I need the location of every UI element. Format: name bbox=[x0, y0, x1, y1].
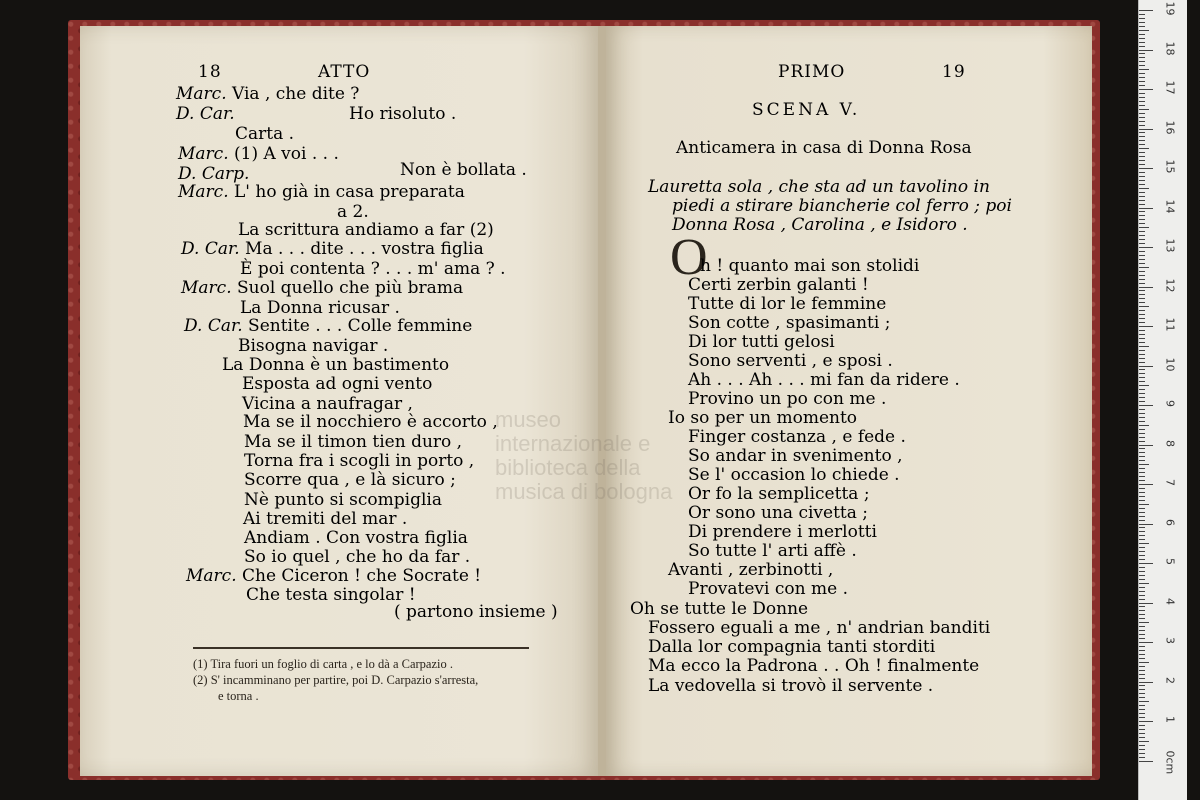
ruler-minor-tick bbox=[1139, 614, 1145, 615]
right-page-verse-line: So tutte l' arti affè . bbox=[688, 541, 857, 561]
left-page-verse-line: La Donna ricusar . bbox=[240, 298, 400, 318]
ruler-major-tick bbox=[1139, 524, 1153, 525]
ruler-major-tick bbox=[1139, 682, 1153, 683]
ruler-minor-tick bbox=[1139, 73, 1145, 74]
ruler-minor-tick bbox=[1139, 263, 1145, 264]
stage-direction-3: Donna Rosa , Carolina , e Isidoro . bbox=[672, 215, 968, 235]
ruler-minor-tick bbox=[1139, 219, 1145, 220]
right-running-head: PRIMO bbox=[778, 62, 846, 82]
ruler-major-tick bbox=[1139, 721, 1153, 722]
ruler-minor-tick bbox=[1139, 634, 1145, 635]
ruler-minor-tick bbox=[1139, 290, 1145, 291]
ruler-minor-tick bbox=[1139, 346, 1149, 347]
scene-setting: Anticamera in casa di Donna Rosa bbox=[676, 138, 972, 158]
right-page-verse-line: Ah . . . Ah . . . mi fan da ridere . bbox=[688, 370, 960, 390]
ruler-minor-tick bbox=[1139, 429, 1145, 430]
ruler-minor-tick bbox=[1139, 531, 1145, 532]
right-page-verse-line: Oh se tutte le Donne bbox=[630, 599, 809, 619]
ruler-number: 2 bbox=[1163, 676, 1177, 684]
ruler-minor-tick bbox=[1139, 626, 1145, 627]
ruler-minor-tick bbox=[1139, 204, 1145, 205]
ruler-minor-tick bbox=[1139, 125, 1145, 126]
ruler-minor-tick bbox=[1139, 488, 1145, 489]
left-page-verse-line: Torna fra i scogli in porto , bbox=[244, 451, 475, 471]
left-page-verse-line: Andiam . Con vostra figlia bbox=[244, 528, 468, 548]
ruler-minor-tick bbox=[1139, 46, 1145, 47]
left-page-verse-line: La scrittura andiamo a far (2) bbox=[238, 220, 494, 240]
ruler-minor-tick bbox=[1139, 618, 1145, 619]
ruler-minor-tick bbox=[1139, 358, 1145, 359]
ruler-minor-tick bbox=[1139, 437, 1145, 438]
right-page-verse-line: So andar in svenimento , bbox=[688, 446, 903, 466]
ruler-minor-tick bbox=[1139, 610, 1145, 611]
ruler-minor-tick bbox=[1139, 136, 1145, 137]
ruler-minor-tick bbox=[1139, 164, 1145, 165]
right-page-number: 19 bbox=[942, 62, 966, 82]
ruler-minor-tick bbox=[1139, 101, 1145, 102]
left-page-verse-line: So io quel , che ho da far . bbox=[244, 547, 471, 567]
ruler-minor-tick bbox=[1139, 38, 1145, 39]
left-page-verse-line: Marc. Suol quello che più brama bbox=[181, 278, 464, 298]
ruler-minor-tick bbox=[1139, 322, 1145, 323]
ruler-minor-tick bbox=[1139, 69, 1149, 70]
ruler-minor-tick bbox=[1139, 227, 1149, 228]
ruler-minor-tick bbox=[1139, 571, 1145, 572]
ruler-minor-tick bbox=[1139, 184, 1145, 185]
left-page-verse-line: D. Car. bbox=[176, 104, 235, 124]
ruler-minor-tick bbox=[1139, 650, 1145, 651]
ruler-minor-tick bbox=[1139, 697, 1145, 698]
ruler-minor-tick bbox=[1139, 188, 1149, 189]
ruler-minor-tick bbox=[1139, 172, 1145, 173]
ruler-major-tick bbox=[1139, 405, 1153, 406]
ruler-minor-tick bbox=[1139, 547, 1145, 548]
left-page-verse-line: Vicina a naufragar , bbox=[242, 394, 413, 414]
ruler-minor-tick bbox=[1139, 200, 1145, 201]
ruler-minor-tick bbox=[1139, 460, 1145, 461]
ruler-minor-tick bbox=[1139, 757, 1145, 758]
right-page-verse-line: Certi zerbin galanti ! bbox=[688, 275, 869, 295]
ruler-minor-tick bbox=[1139, 121, 1145, 122]
right-page-verse-line: Di lor tutti gelosi bbox=[688, 332, 835, 352]
ruler-number: 4 bbox=[1163, 597, 1177, 605]
ruler-minor-tick bbox=[1139, 433, 1145, 434]
ruler-minor-tick bbox=[1139, 575, 1145, 576]
ruler-number: 15 bbox=[1163, 159, 1177, 174]
ruler-number: 6 bbox=[1163, 518, 1177, 526]
left-page-verse-line: Nè punto si scompiglia bbox=[244, 490, 442, 510]
right-page-verse-line: Tutte di lor le femmine bbox=[688, 294, 887, 314]
scene-title: SCENA V. bbox=[752, 100, 861, 120]
ruler-major-tick bbox=[1139, 10, 1153, 11]
ruler-minor-tick bbox=[1139, 113, 1145, 114]
ruler-minor-tick bbox=[1139, 271, 1145, 272]
ruler-number: 17 bbox=[1163, 80, 1177, 95]
right-page-verse-line: h ! quanto mai son stolidi bbox=[700, 256, 920, 276]
ruler-major-tick bbox=[1139, 326, 1153, 327]
ruler-minor-tick bbox=[1139, 152, 1145, 153]
ruler-minor-tick bbox=[1139, 741, 1149, 742]
ruler-minor-tick bbox=[1139, 622, 1149, 623]
ruler-minor-tick bbox=[1139, 658, 1145, 659]
ruler-minor-tick bbox=[1139, 298, 1145, 299]
ruler-minor-tick bbox=[1139, 476, 1145, 477]
ruler-minor-tick bbox=[1139, 196, 1145, 197]
ruler-minor-tick bbox=[1139, 235, 1145, 236]
ruler-minor-tick bbox=[1139, 148, 1149, 149]
ruler-number: 12 bbox=[1163, 278, 1177, 292]
ruler-major-tick bbox=[1139, 642, 1153, 643]
footnote-3: e torna . bbox=[218, 689, 259, 703]
left-page-verse-line: D. Car. Ma . . . dite . . . vostra figlia bbox=[181, 239, 484, 259]
ruler-minor-tick bbox=[1139, 508, 1145, 509]
ruler-minor-tick bbox=[1139, 579, 1145, 580]
library-watermark: museo internazionale e biblioteca della musica di bologna bbox=[495, 407, 673, 504]
ruler-minor-tick bbox=[1139, 685, 1145, 686]
right-page-verse-line: Sono serventi , e sposi . bbox=[688, 351, 893, 371]
ruler-minor-tick bbox=[1139, 342, 1145, 343]
ruler-minor-tick bbox=[1139, 239, 1145, 240]
ruler-minor-tick bbox=[1139, 583, 1149, 584]
right-page-verse-line: Son cotte , spasimanti ; bbox=[688, 313, 891, 333]
right-page-verse-line: Provatevi con me . bbox=[688, 579, 848, 599]
ruler-major-tick bbox=[1139, 366, 1153, 367]
right-page-verse-line: Finger costanza , e fede . bbox=[688, 427, 906, 447]
ruler-number: 14 bbox=[1163, 199, 1177, 213]
ruler-major-tick bbox=[1139, 89, 1153, 90]
left-page-verse-line: Non è bollata . bbox=[400, 160, 527, 180]
ruler-minor-tick bbox=[1139, 452, 1145, 453]
ruler-major-tick bbox=[1139, 603, 1153, 604]
ruler-minor-tick bbox=[1139, 737, 1145, 738]
ruler-minor-tick bbox=[1139, 310, 1145, 311]
ruler-minor-tick bbox=[1139, 468, 1145, 469]
ruler-number: 18 bbox=[1163, 41, 1177, 55]
ruler-minor-tick bbox=[1139, 243, 1145, 244]
ruler-minor-tick bbox=[1139, 180, 1145, 181]
ruler-minor-tick bbox=[1139, 381, 1145, 382]
ruler-minor-tick bbox=[1139, 638, 1145, 639]
left-page-verse-line: Ho risoluto . bbox=[349, 104, 457, 124]
ruler-minor-tick bbox=[1139, 338, 1145, 339]
ruler-minor-tick bbox=[1139, 713, 1145, 714]
ruler-number: 16 bbox=[1163, 120, 1177, 134]
ruler-major-tick bbox=[1139, 50, 1153, 51]
ruler-major-tick bbox=[1139, 208, 1153, 209]
ruler-minor-tick bbox=[1139, 30, 1149, 31]
ruler-minor-tick bbox=[1139, 417, 1145, 418]
ruler-number: 8 bbox=[1163, 439, 1177, 447]
ruler-number: 10 bbox=[1163, 357, 1177, 371]
ruler-number: 1 bbox=[1163, 716, 1177, 723]
ruler-minor-tick bbox=[1139, 156, 1145, 157]
ruler-minor-tick bbox=[1139, 539, 1145, 540]
ruler-minor-tick bbox=[1139, 85, 1145, 86]
ruler-minor-tick bbox=[1139, 215, 1145, 216]
ruler-minor-tick bbox=[1139, 559, 1145, 560]
ruler-minor-tick bbox=[1139, 223, 1145, 224]
ruler-number: 9 bbox=[1163, 400, 1177, 407]
ruler-minor-tick bbox=[1139, 57, 1145, 58]
ruler-minor-tick bbox=[1139, 334, 1145, 335]
ruler-minor-tick bbox=[1139, 472, 1145, 473]
ruler-minor-tick bbox=[1139, 65, 1145, 66]
right-page-verse-line: Dalla lor compagnia tanti storditi bbox=[648, 637, 936, 657]
ruler-number: 13 bbox=[1163, 238, 1177, 253]
ruler-minor-tick bbox=[1139, 275, 1145, 276]
ruler-number: 7 bbox=[1163, 479, 1177, 486]
ruler-minor-tick bbox=[1139, 591, 1145, 592]
ruler-minor-tick bbox=[1139, 492, 1145, 493]
ruler-minor-tick bbox=[1139, 425, 1149, 426]
right-page-verse-line: La vedovella si trovò il servente . bbox=[648, 676, 934, 696]
ruler-minor-tick bbox=[1139, 413, 1145, 414]
ruler-minor-tick bbox=[1139, 705, 1145, 706]
right-page-verse-line: Se l' occasion lo chiede . bbox=[688, 465, 900, 485]
ruler-minor-tick bbox=[1139, 753, 1145, 754]
ruler-minor-tick bbox=[1139, 729, 1145, 730]
ruler-minor-tick bbox=[1139, 504, 1149, 505]
ruler-minor-tick bbox=[1139, 393, 1145, 394]
left-page-verse-line: Carta . bbox=[235, 124, 295, 144]
ruler-minor-tick bbox=[1139, 81, 1145, 82]
left-page-verse-line: Bisogna navigar . bbox=[238, 336, 389, 356]
left-page-verse-line: Marc. Via , che dite ? bbox=[176, 84, 360, 104]
ruler-minor-tick bbox=[1139, 543, 1149, 544]
ruler-minor-tick bbox=[1139, 279, 1145, 280]
ruler-major-tick bbox=[1139, 484, 1153, 485]
ruler-minor-tick bbox=[1139, 527, 1145, 528]
left-page-verse-line: Ai tremiti del mar . bbox=[243, 509, 408, 529]
ruler-minor-tick bbox=[1139, 144, 1145, 145]
footnote-2: (2) S' incamminano per partire, poi D. Carpazio s'arresta, bbox=[193, 673, 479, 687]
ruler-major-tick bbox=[1139, 247, 1153, 248]
ruler-minor-tick bbox=[1139, 255, 1145, 256]
ruler-minor-tick bbox=[1139, 377, 1145, 378]
footnote-1: (1) Tira fuori un foglio di carta , e lo dà a Carpazio . bbox=[193, 657, 453, 671]
ruler-minor-tick bbox=[1139, 373, 1145, 374]
ruler-minor-tick bbox=[1139, 670, 1145, 671]
ruler-minor-tick bbox=[1139, 512, 1145, 513]
right-page-verse-line: Ma ecco la Padrona . . Oh ! finalmente bbox=[648, 656, 980, 676]
ruler-minor-tick bbox=[1139, 733, 1145, 734]
ruler-minor-tick bbox=[1139, 745, 1145, 746]
ruler-minor-tick bbox=[1139, 176, 1145, 177]
ruler-minor-tick bbox=[1139, 606, 1145, 607]
ruler-minor-tick bbox=[1139, 192, 1145, 193]
ruler-minor-tick bbox=[1139, 397, 1145, 398]
ruler-minor-tick bbox=[1139, 26, 1145, 27]
ruler-minor-tick bbox=[1139, 401, 1145, 402]
ruler-minor-tick bbox=[1139, 496, 1145, 497]
left-page-verse-line: Ma se il timon tien duro , bbox=[244, 432, 463, 452]
ruler-minor-tick bbox=[1139, 448, 1145, 449]
left-page-verse-line: La Donna è un bastimento bbox=[222, 355, 450, 375]
right-page-verse-line: Io so per un momento bbox=[668, 408, 858, 428]
ruler-minor-tick bbox=[1139, 318, 1145, 319]
ruler-minor-tick bbox=[1139, 464, 1149, 465]
ruler-minor-tick bbox=[1139, 689, 1145, 690]
ruler-major-tick bbox=[1139, 168, 1153, 169]
ruler-minor-tick bbox=[1139, 516, 1145, 517]
ruler-minor-tick bbox=[1139, 369, 1145, 370]
ruler-minor-tick bbox=[1139, 109, 1149, 110]
ruler-minor-tick bbox=[1139, 666, 1145, 667]
ruler-minor-tick bbox=[1139, 97, 1145, 98]
ruler-minor-tick bbox=[1139, 535, 1145, 536]
ruler-minor-tick bbox=[1139, 480, 1145, 481]
ruler-minor-tick bbox=[1139, 251, 1145, 252]
ruler-number: 19 bbox=[1163, 1, 1177, 16]
ruler-minor-tick bbox=[1139, 389, 1145, 390]
ruler-major-tick bbox=[1139, 445, 1153, 446]
ruler-minor-tick bbox=[1139, 77, 1145, 78]
drop-cap: O bbox=[670, 229, 708, 286]
ruler-minor-tick bbox=[1139, 330, 1145, 331]
ruler-minor-tick bbox=[1139, 654, 1145, 655]
ruler-minor-tick bbox=[1139, 105, 1145, 106]
ruler-minor-tick bbox=[1139, 306, 1149, 307]
ruler-minor-tick bbox=[1139, 693, 1145, 694]
ruler-minor-tick bbox=[1139, 385, 1149, 386]
right-page-verse-line: Or sono una civetta ; bbox=[688, 503, 869, 523]
left-page-verse-line: Marc. L' ho già in casa preparata bbox=[178, 182, 465, 202]
left-page-number: 18 bbox=[198, 62, 222, 82]
stage-direction-2: piedi a stirare biancherie col ferro ; poi bbox=[672, 196, 1012, 216]
ruler-minor-tick bbox=[1139, 701, 1149, 702]
left-page-verse-line: Scorre qua , e là sicuro ; bbox=[244, 470, 456, 490]
stage-direction-1: Lauretta sola , che sta ad un tavolino in bbox=[648, 177, 990, 197]
ruler-minor-tick bbox=[1139, 53, 1145, 54]
ruler-minor-tick bbox=[1139, 587, 1145, 588]
left-page-verse-line: È poi contenta ? . . . m' ama ? . bbox=[240, 259, 506, 279]
ruler-minor-tick bbox=[1139, 354, 1145, 355]
ruler-number: 11 bbox=[1163, 317, 1177, 332]
ruler-minor-tick bbox=[1139, 211, 1145, 212]
right-page-verse-line: Or fo la semplicetta ; bbox=[688, 484, 870, 504]
ruler-minor-tick bbox=[1139, 14, 1145, 15]
ruler-minor-tick bbox=[1139, 630, 1145, 631]
ruler-number: 3 bbox=[1163, 637, 1177, 644]
ruler-major-tick bbox=[1139, 287, 1153, 288]
ruler-minor-tick bbox=[1139, 93, 1145, 94]
ruler-minor-tick bbox=[1139, 441, 1145, 442]
right-page-verse-line: Fossero eguali a me , n' andrian banditi bbox=[648, 618, 991, 638]
left-page-verse-line: Marc. Che Ciceron ! che Socrate ! bbox=[186, 566, 482, 586]
ruler-minor-tick bbox=[1139, 132, 1145, 133]
ruler-minor-tick bbox=[1139, 674, 1145, 675]
ruler-minor-tick bbox=[1139, 283, 1145, 284]
ruler-minor-tick bbox=[1139, 22, 1145, 23]
ruler-minor-tick bbox=[1139, 709, 1145, 710]
ruler-minor-tick bbox=[1139, 117, 1145, 118]
ruler-minor-tick bbox=[1139, 520, 1145, 521]
right-page-verse-line: Avanti , zerbinotti , bbox=[668, 560, 834, 580]
ruler-minor-tick bbox=[1139, 409, 1145, 410]
left-page-verse-line: Ma se il nocchiero è accorto , bbox=[243, 412, 498, 432]
ruler-minor-tick bbox=[1139, 646, 1145, 647]
ruler-minor-tick bbox=[1139, 749, 1145, 750]
left-page-verse-line: Che testa singolar ! bbox=[246, 585, 416, 605]
footnote-rule bbox=[193, 647, 529, 649]
left-page-verse-line: D. Car. Sentite . . . Colle femmine bbox=[184, 316, 473, 336]
ruler-minor-tick bbox=[1139, 567, 1145, 568]
ruler-minor-tick bbox=[1139, 259, 1145, 260]
ruler-minor-tick bbox=[1139, 500, 1145, 501]
left-page-verse-line: D. Carp. bbox=[178, 164, 250, 184]
left-running-head: ATTO bbox=[318, 62, 371, 82]
ruler-minor-tick bbox=[1139, 231, 1145, 232]
ruler-major-tick bbox=[1139, 129, 1153, 130]
ruler-minor-tick bbox=[1139, 61, 1145, 62]
ruler-major-tick bbox=[1139, 761, 1153, 762]
ruler-number: 5 bbox=[1163, 558, 1177, 565]
ruler-minor-tick bbox=[1139, 421, 1145, 422]
ruler-minor-tick bbox=[1139, 42, 1145, 43]
ruler-minor-tick bbox=[1139, 267, 1149, 268]
ruler-minor-tick bbox=[1139, 34, 1145, 35]
right-page-verse-line: Di prendere i merlotti bbox=[688, 522, 877, 542]
ruler-minor-tick bbox=[1139, 18, 1145, 19]
ruler-minor-tick bbox=[1139, 160, 1145, 161]
ruler-major-tick bbox=[1139, 563, 1153, 564]
book-gutter bbox=[598, 26, 606, 776]
left-page-verse-line: Esposta ad ogni vento bbox=[242, 374, 433, 394]
ruler-minor-tick bbox=[1139, 314, 1145, 315]
ruler-minor-tick bbox=[1139, 456, 1145, 457]
ruler-minor-tick bbox=[1139, 555, 1145, 556]
ruler-number: 0cm bbox=[1163, 750, 1177, 774]
ruler-minor-tick bbox=[1139, 662, 1149, 663]
right-page-verse-line: Provino un po con me . bbox=[688, 389, 887, 409]
left-page-verse-line: a 2. bbox=[337, 202, 369, 222]
ruler-minor-tick bbox=[1139, 294, 1145, 295]
ruler-minor-tick bbox=[1139, 595, 1145, 596]
ruler-minor-tick bbox=[1139, 140, 1145, 141]
left-page-verse-line: Marc. (1) A voi . . . bbox=[178, 144, 339, 164]
ruler-minor-tick bbox=[1139, 717, 1145, 718]
ruler-minor-tick bbox=[1139, 350, 1145, 351]
ruler-minor-tick bbox=[1139, 362, 1145, 363]
measurement-ruler bbox=[1138, 0, 1187, 800]
ruler-minor-tick bbox=[1139, 551, 1145, 552]
ruler-minor-tick bbox=[1139, 678, 1145, 679]
ruler-minor-tick bbox=[1139, 599, 1145, 600]
ruler-minor-tick bbox=[1139, 302, 1145, 303]
left-page-verse-line: ( partono insieme ) bbox=[394, 602, 558, 622]
ruler-minor-tick bbox=[1139, 725, 1145, 726]
